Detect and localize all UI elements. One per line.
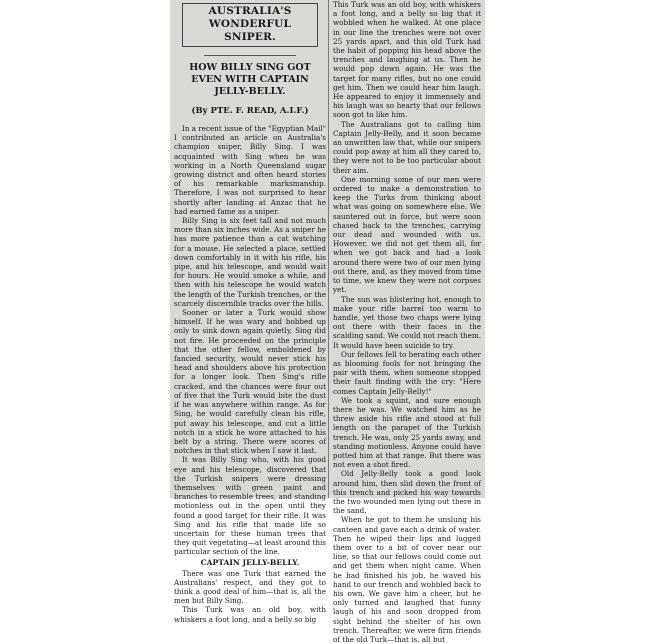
paragraph: This Turk was an old boy, with whiskers a foot long, and a belly so big that it wobbled when he walked. At one place in our line the trenches were not over 25 yards apart, and this old Turk had the habit of popping his head above the trenches and laughing at us. Then he would pop down again. He was the target for many rifles, but no one could get him. Then we could hear him laugh. He appeared to enjoy it immensely and his laugh was so hearty that our fellows soon got to like him. [333, 0, 481, 120]
article-byline: (By PTE. F. READ, A.I.F.) [191, 106, 309, 116]
article-subheadline: HOW BILLY SING GOT EVEN WITH CAPTAIN JELLY-BELLY. [189, 62, 311, 97]
paragraph: One morning some of our men were ordered to make a demonstration to keep the Turks from thinking about what was going on somewhere else. We sauntered out in force, but were soon chased back to the trenches, carrying our dead and wounded with us. However, we did not get them all, for when we got back and had a look around there were two of our men lying out there, and, as they moved from time to time, we knew they were not corpses yet. [333, 174, 481, 295]
headline-rule [204, 55, 296, 56]
paragraph: There was one Turk that earned the Australians' respect, and they got to think a good deal of him—that is, all the men but Billy Sing. [174, 568, 326, 606]
left-column [174, 0, 327, 624]
paragraph: Sooner or later a Turk would show himself. If he was wary and bobbed up only to sink down again quietly, Sing did not fire. He proceeded on the principle that the other fellow, emboldened by fancied security, would never stick his head and shoulders above his protection for a longer look. Then Sing's rifle cracked, and the chances were four out of five that the Turk would bite the dust if he was anywhere within range. As for Sing, he would carefully clean his rifle, put away his telescope, and cut a little notch in a stick he wore attached to his belt by a string. There were scores of notches in that stick when I saw it last. [174, 308, 326, 456]
paragraph: Old Jelly-Belly took a good look around him, then slid down the front of this trench and picked his way towards the two wounded men lying out there in the sand. [333, 469, 481, 516]
paragraph: Our fellows fell to berating each other as blooming fools for not bringing the pair with them, when someone stopped their fault finding with the cry: "Here comes Captain Jelly-Belly!" [333, 349, 481, 396]
paragraph: This Turk was an old boy, with whiskers a foot long, and a belly so big [174, 605, 326, 624]
section-heading: CAPTAIN JELLY-BELLY. [200, 557, 300, 567]
column-divider [328, 0, 329, 498]
paragraph: When he got to them he unslung his canteen and gave each a drink of water. Then he wiped their lips and lugged them over to a bit of cover near our line, so that our fellows could come out and get them when night came. When he had finished his job, he waved his hand to our trench and wobbled back to his own. We gave him a cheer, but he only turned and laughed that funny laugh of his and soon dropped from sight behind the shelter of his own trench. Thereafter, we were firm friends of the old Turk—that is, all but [333, 515, 481, 644]
paragraph: We took a squint, and sure enough there he was. We watched him as he threw aside his rifle and stood at full length on the parapet of the Turkish trench. He was, only 25 yards away, and standing motionless. Anyone could have potted him at that range. But there was not even a shot fired. [333, 395, 481, 470]
paragraph: Billy Sing is six feet tall and not much more than six inches wide. As a sniper he has more patience than a cat watching for a mouse. He selected a place, settled down comfortably in it with his rifle, his pipe, and his telescope, and would wait for hours. He would smoke a while, and then with his telescope he would watch the length of the Turkish trenches, or the scarcely discernible tracks over the hills. [174, 216, 326, 308]
article-headline: AUSTRALIA'S WONDERFUL SNIPER. [182, 3, 318, 47]
right-column [333, 0, 481, 644]
paragraph: In a recent issue of the "Egyptian Mail" I contributed an article on Australia's champion sniper, Billy Sing. I was acquainted with Sing when he was working in a North Queensland sugar growing district and often heard stories of his remarkable marksmanship. Therefore, I was not surprised to hear shortly after landing at Anzac that he had earned fame as a sniper. [174, 124, 327, 216]
paragraph: The Australians got to calling him Captain Jelly-Belly, and it soon became an unwritten law that, while our snipers could pop away at him all they cared to, they were not to be too particular about their aim. [333, 119, 481, 175]
paragraph: It was Billy Sing who, with his good eye and his telescope, discovered that the Turkish snipers were dressing themselves with green paint and branches to resemble trees, and standing motionless out in the open until they found a good target for their rifle. It was Sing and his rifle that made life so uncertain for these human trees that they quit vegetating—at least around this particular section of the line. [174, 455, 326, 557]
newspaper-clipping [170, 0, 485, 644]
paragraph: The sun was blistering hot, enough to make your rifle barrel too warm to handle, yet those two chaps were lying out there with their faces in the scalding sand. We could not reach them. It would have been suicide to try. [333, 294, 481, 350]
